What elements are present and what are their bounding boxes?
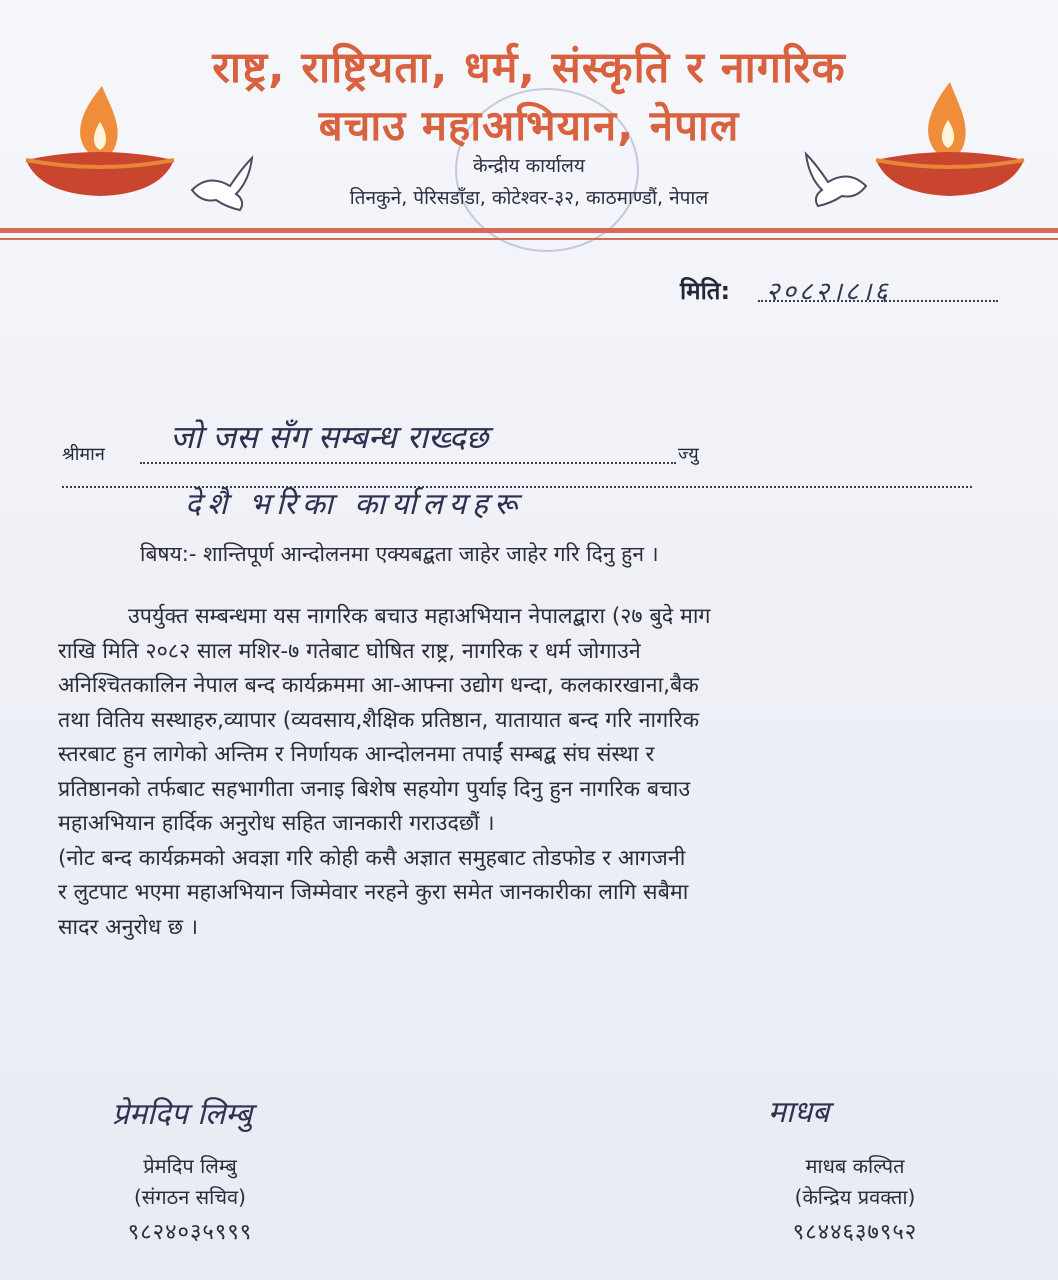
date-label: मिति:	[680, 277, 731, 305]
body-line: (नोट बन्द कार्यक्रमको अवज्ञा गरि कोही कसै अज्ञात समुहबाट तोडफोड र आगजनी	[58, 845, 686, 871]
letterhead-title-line2: बचाउ महाअभियान, नेपाल	[318, 101, 740, 150]
signatory-role: (संगठन सचिव)	[134, 1185, 246, 1209]
body-line: उपर्युक्त सम्बन्धमा यस नागरिक बचाउ महाअभियान नेपालद्बारा (२७ बुदे माग	[128, 604, 711, 629]
recipient-name-handwritten: जो जस सँग सम्बन्ध राख्दछ	[170, 418, 489, 456]
date-row	[680, 270, 1020, 310]
header-rule-thin	[0, 238, 1058, 240]
body-line: तथा वितिय सस्थाहरु,व्यापार (व्यवसाय,शैक्षिक प्रतिष्ठान, यातायात बन्द गरि नागरिक	[58, 707, 700, 733]
recipient-line2-handwritten: देशै भरिका कार्यालयहरू	[185, 487, 524, 522]
body-line: प्रतिष्ठानको तर्फबाट सहभागीता जनाइ बिशेष सहयोग पुर्याइ दिनु हुन नागरिक बचाउ	[58, 776, 691, 802]
body-line: अनिश्चितकालिन नेपाल बन्द कार्यक्रममा आ-आफ्ना उद्योग धन्दा, कलकारखाना,बैक	[58, 673, 699, 698]
date-value: २०८२।८।६	[766, 277, 891, 307]
header-rule	[0, 228, 1058, 233]
signatory-phone: ९८२४०३५९९९	[127, 1220, 253, 1245]
letter-body	[58, 600, 1008, 945]
signatory-phone: ९८४४६३७९५२	[792, 1220, 918, 1245]
signatory-role: (केन्द्रिय प्रवक्ता)	[794, 1185, 916, 1209]
salutation: श्रीमान	[62, 444, 105, 465]
signatory-name: प्रेमदिप लिम्बु	[143, 1154, 237, 1178]
signatory-name: माधब कल्पित	[805, 1154, 905, 1178]
body-line: महाअभियान हार्दिक अनुरोध सहित जानकारी गराउदछौं ।	[58, 811, 495, 836]
subject-line: बिषय:- शान्तिपूर्ण आन्दोलनमा एक्यबद्बता जाहेर जाहेर गरि दिनु हुन ।	[140, 542, 659, 566]
signature-left: प्रेमदिप लिम्बु	[112, 1097, 253, 1132]
signatory-right	[725, 1152, 985, 1246]
body-line: राखि मिति २०८२ साल मशिर-७ गतेबाट घोषित राष्ट्र, नागरिक र धर्म जोगाउने	[58, 638, 641, 664]
office-address: तिनकुने, पेरिसडाँडा, कोटेश्वर-३२, काठमाण्डौं, नेपाल	[349, 187, 709, 209]
body-line: सादर अनुरोध छ ।	[58, 914, 198, 940]
body-line: स्तरबाट हुन लागेको अन्तिम र निर्णायक आन्दोलनमा तपाईं सम्बद्ब संघ संस्था र	[58, 742, 655, 767]
honorific: ज्यु	[678, 444, 699, 465]
body-line: र लुटपाट भएमा महाअभियान जिम्मेवार नरहने कुरा समेत जानकारीका लागि सबैमा	[58, 880, 689, 905]
recipient-dotted-line	[140, 462, 676, 464]
letterhead-title-line1: राष्ट्र, राष्ट्रियता, धर्म, संस्कृति र नागरिक	[212, 43, 846, 93]
office-name: केन्द्रीय कार्यालय	[473, 155, 585, 177]
date-dotted-line	[758, 300, 998, 302]
signature-right: माधब	[768, 1095, 830, 1130]
signatory-left	[60, 1152, 320, 1246]
